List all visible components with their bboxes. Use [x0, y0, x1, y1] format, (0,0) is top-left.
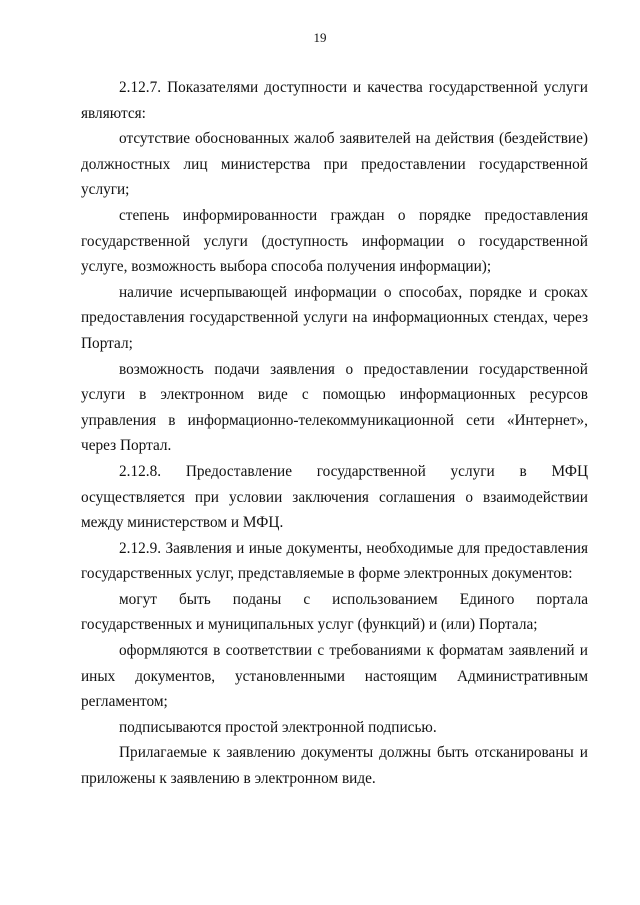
- paragraph-attached-documents: Прилагаемые к заявлению документы должны быть отсканированы и приложены к заявлению в электронном виде.: [81, 744, 588, 788]
- paragraph-signed: подписываются простой электронной подписью.: [119, 718, 437, 736]
- paragraph-can-be-submitted: могут быть поданы с использованием Единого портала государственных и муниципальных услуг (функций) и (или) Портала;: [81, 590, 588, 634]
- page-number: 19: [313, 30, 327, 45]
- paragraph-no-complaints: отсутствие обоснованных жалоб заявителей на действия (бездействие) должностных лиц министерства при предоставлении государственной услуги;: [81, 130, 588, 199]
- paragraph-information-stands: наличие исчерпывающей информации о способах, порядке и сроках предоставления государственной услуги на информационных стендах, через Портал;: [81, 283, 588, 352]
- paragraph-2-12-8: 2.12.8. Предоставление государственной услуги в МФЦ осуществляется при условии заключения соглашения о взаимодействии между министерством и МФЦ.: [81, 462, 588, 532]
- document-body: [81, 75, 588, 792]
- paragraph-informedness: степень информированности граждан о порядке предоставления государственной услуги (доступность информации о государственной услуге, возможность выбора способа получения информации);: [81, 206, 588, 276]
- paragraph-electronic-submission: возможность подачи заявления о предоставлении государственной услуги в электронном виде с помощью информационных ресурсов управления в информационно-телекоммуникационной сети «Интернет», через Портал.: [81, 360, 588, 455]
- paragraph-2-12-7: 2.12.7. Показателями доступности и качества государственной услуги являются:: [81, 79, 588, 122]
- paragraph-formatted: оформляются в соответствии с требованиями к форматам заявлений и иных документов, установленными настоящим Административным регламентом;: [81, 642, 588, 711]
- paragraph-2-12-9: 2.12.9. Заявления и иные документы, необходимые для предоставления государственных услуг, представляемые в форме электронных документов:: [81, 539, 588, 583]
